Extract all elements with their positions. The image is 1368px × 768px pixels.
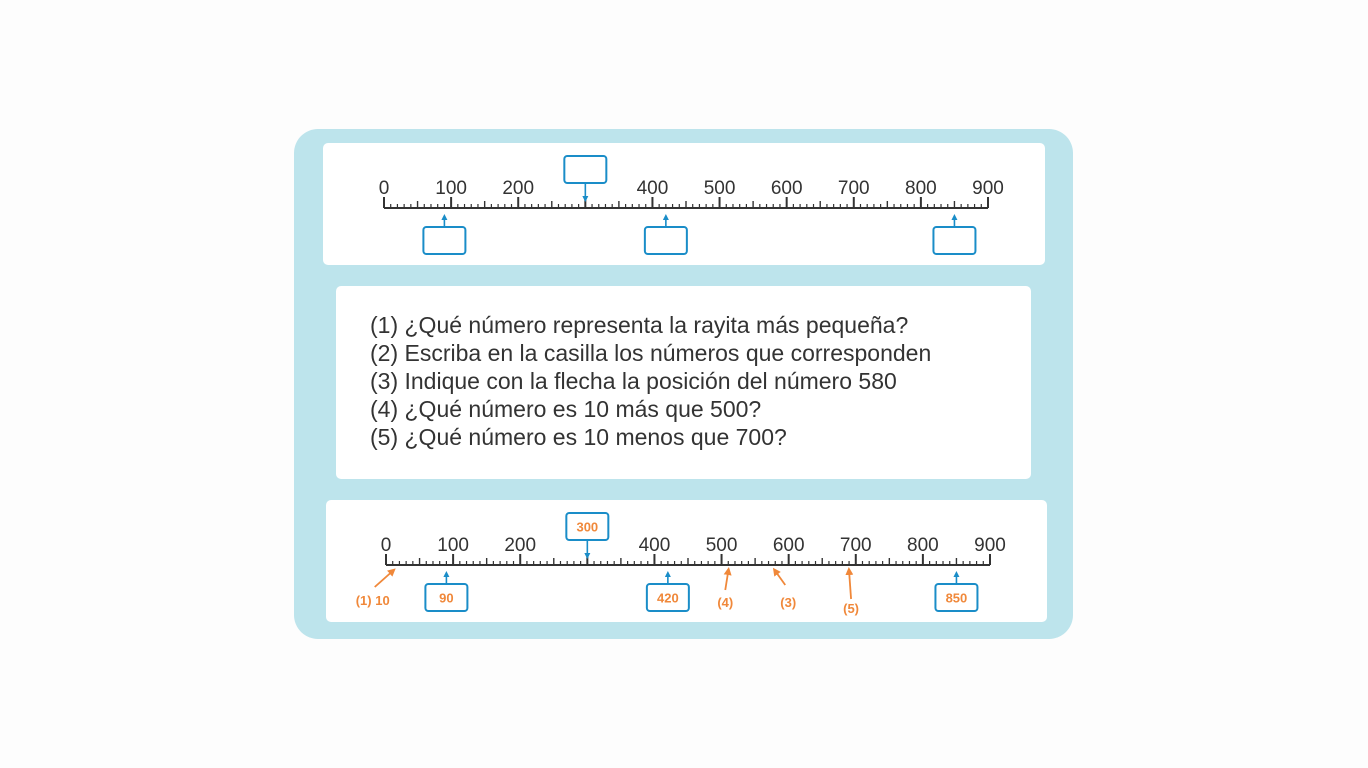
- answer-box: [645, 227, 687, 254]
- tick-label: 700: [837, 178, 870, 199]
- tick-label: 200: [502, 178, 535, 199]
- tick-label: 500: [703, 178, 736, 199]
- answer-arrow-label: (3): [780, 595, 797, 610]
- answer-box: [423, 227, 465, 254]
- answer-arrow: [725, 571, 728, 590]
- question-5: (5) ¿Qué número es 10 menos que 700?: [370, 424, 787, 450]
- tick-label: 0: [380, 535, 392, 556]
- box-value: 90: [439, 590, 454, 606]
- tick-label: 400: [636, 178, 669, 199]
- box-value: 850: [945, 590, 968, 606]
- question-1: (1) ¿Qué número representa la rayita más pequeña?: [370, 312, 909, 338]
- tick-label: 600: [770, 178, 803, 199]
- tick-label: 900: [974, 535, 1006, 556]
- tick-label: 200: [504, 535, 537, 556]
- box-value: 420: [657, 590, 679, 606]
- tick-label: 700: [839, 535, 872, 556]
- tick-label: 100: [435, 178, 467, 199]
- answer-arrow: [375, 571, 393, 587]
- answer-arrow: [775, 571, 785, 585]
- box-value: 300: [576, 519, 599, 535]
- answer-number-line: [356, 513, 1006, 616]
- exercise-number-line: [379, 156, 1004, 254]
- tick-label: 900: [972, 178, 1004, 199]
- answer-arrow-label: (4): [717, 595, 734, 610]
- answer-arrow-label: (1) 10: [355, 593, 390, 608]
- question-4: (4) ¿Qué número es 10 más que 500?: [370, 396, 762, 422]
- tick-label: 800: [905, 178, 937, 199]
- question-2: (2) Escriba en la casilla los números que corresponden: [370, 340, 932, 366]
- tick-label: 400: [638, 535, 671, 556]
- answer-box: [564, 156, 606, 183]
- answer-arrow-label: (5): [843, 601, 860, 616]
- tick-label: 500: [705, 535, 738, 556]
- tick-label: 600: [772, 535, 805, 556]
- question-3: (3) Indique con la flecha la posición del número 580: [370, 368, 897, 394]
- tick-label: 0: [378, 178, 390, 199]
- answer-arrow: [849, 571, 851, 599]
- tick-label: 100: [437, 535, 469, 556]
- answer-box: [933, 227, 975, 254]
- tick-label: 800: [907, 535, 939, 556]
